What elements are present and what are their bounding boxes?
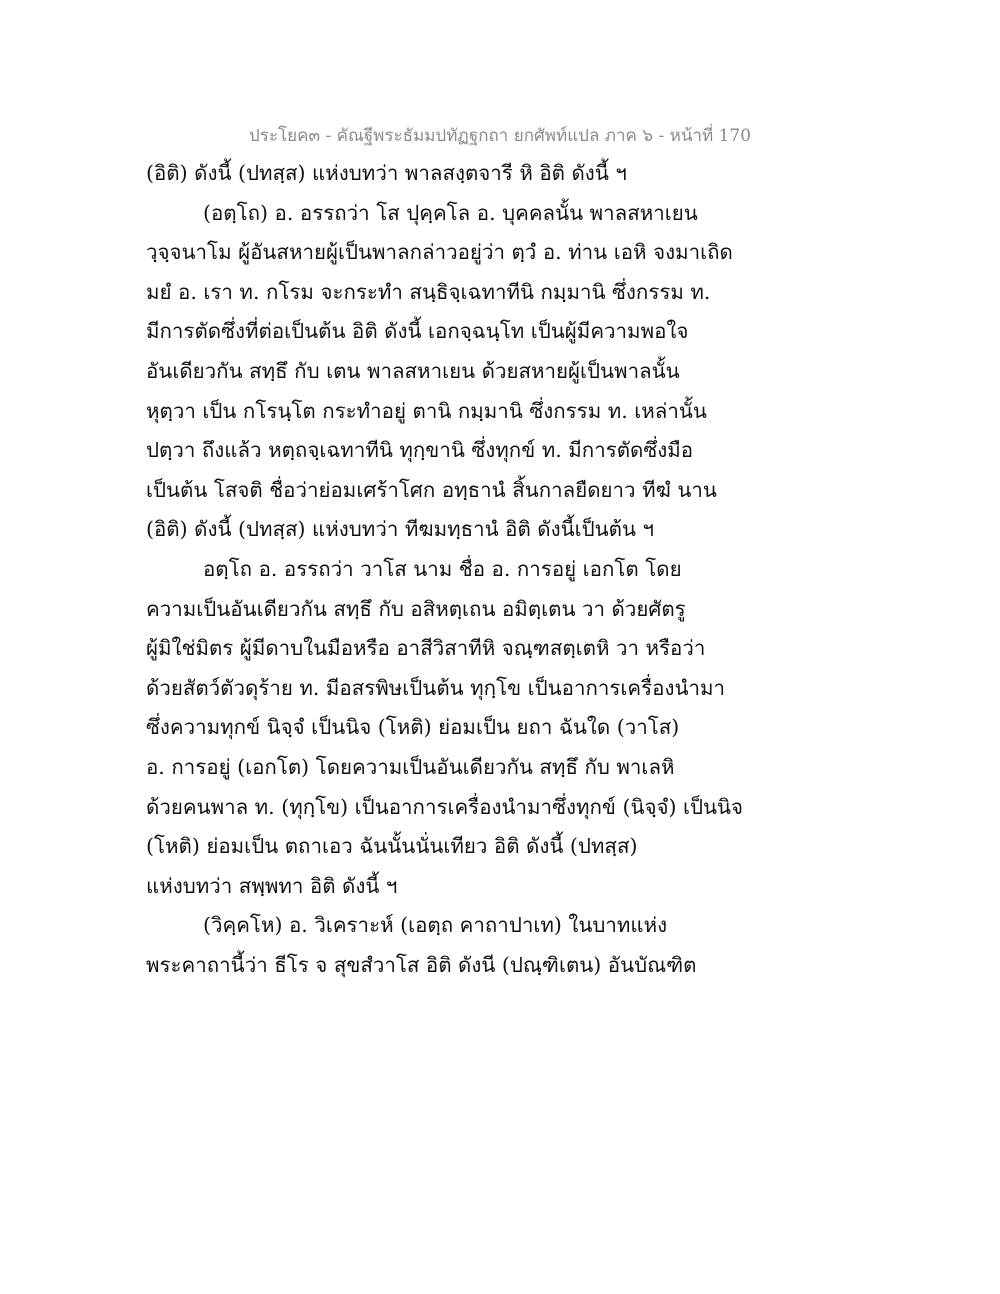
text-line: แห่งบทว่า สพฺพทา อิติ ดังนี้ ฯ bbox=[146, 873, 398, 898]
text-line: อตฺโถ อ. อรรถว่า วาโส นาม ชื่อ อ. การอยู่ เอกโต โดย bbox=[203, 556, 682, 581]
text-line: ด้วยคนพาล ท. (ทุกฺโข) เป็นอาการเครื่องนำมาซึ่งทุกข์ (นิจฺจํ) เป็นนิจ bbox=[146, 794, 744, 819]
text-line: ด้วยสัตว์ตัวดุร้าย ท. มีอสรพิษเป็นต้น ทุกฺโข เป็นอาการเครื่องนำมา bbox=[146, 675, 726, 700]
page-header: ประโยค๓ - คัณฐีพระธัมมปทัฏฐกถา ยกศัพท์แปล ภาค ๖ - หน้าที่ 170 bbox=[248, 126, 752, 146]
text-line: ปตฺวา ถึงแล้ว หตฺถจฺเฉทาทีนิ ทุกฺขานิ ซึ่งทุกข์ ท. มีการตัดซึ่งมือ bbox=[146, 438, 694, 463]
text-line: ผู้มิใช่มิตร ผู้มีดาบในมือหรือ อาสีวิสาทีหิ จณฺฑสตฺเตหิ วา หรือว่า bbox=[146, 636, 706, 661]
text-line: (อิติ) ดังนี้ (ปทสฺส) แห่งบทว่า ทีฆมทฺธานํ อิติ ดังนี้เป็นต้น ฯ bbox=[146, 517, 655, 542]
text-line: พระคาถานี้ว่า ธีโร จ สุขสํวาโส อิติ ดังนี (ปณฺฑิเตน) อันบัณฑิต bbox=[146, 952, 697, 977]
text-line: มยํ อ. เรา ท. กโรม จะกระทำ สนฺธิจฺเฉทาทีนิ กมฺมานิ ซึ่งกรรม ท. bbox=[146, 279, 711, 304]
text-line: (โหติ) ย่อมเป็น ตถาเอว ฉันนั้นนั่นเทียว อิติ ดังนี้ (ปทสฺส) bbox=[146, 834, 638, 859]
text-line: (วิคฺคโห) อ. วิเคราะห์ (เอตฺถ คาถาปาเท) ในบาทแห่ง bbox=[203, 913, 668, 938]
text-line: วฺจฺจนาโม ผู้อันสหายผู้เป็นพาลกล่าวอยู่ว่า ตฺวํ อ. ท่าน เอหิ จงมาเถิด bbox=[146, 240, 733, 265]
text-line: (อิติ) ดังนี้ (ปทสฺส) แห่งบทว่า พาลสงฺตจารี หิ อิติ ดังนี้ ฯ bbox=[146, 161, 627, 185]
text-line: ซึ่งความทุกข์ นิจฺจํ เป็นนิจ (โหติ) ย่อมเป็น ยถา ฉันใด (วาโส) bbox=[146, 715, 680, 740]
text-line: อันเดียวกัน สทฺธึ กับ เตน พาลสหาเยน ด้วยสหายผู้เป็นพาลนั้น bbox=[146, 358, 680, 383]
body-text bbox=[146, 158, 866, 989]
text-line: หุตฺวา เป็น กโรนฺโต กระทำอยู่ ตานิ กมฺมานิ ซึ่งกรรม ท. เหล่านั้น bbox=[146, 398, 707, 423]
text-line: มีการตัดซึ่งที่ต่อเป็นต้น อิติ ดังนี้ เอกจฺฉนฺโท เป็นผู้มีความพอใจ bbox=[146, 319, 689, 344]
text-line: เป็นต้น โสจติ ชื่อว่าย่อมเศร้าโศก อทฺธานํ สิ้นกาลยืดยาว ทีฆํ นาน bbox=[146, 477, 717, 502]
text-line: ความเป็นอันเดียวกัน สทฺธึ กับ อสิหตฺเถน อมิตฺเตน วา ด้วยศัตรู bbox=[146, 596, 686, 621]
text-line: (อตฺโถ) อ. อรรถว่า โส ปุคฺคโล อ. บุคคลนั้น พาลสหาเยน bbox=[203, 200, 698, 225]
text-line: อ. การอยู่ (เอกโต) โดยความเป็นอันเดียวกัน สทฺธึ กับ พาเลหิ bbox=[146, 754, 675, 779]
